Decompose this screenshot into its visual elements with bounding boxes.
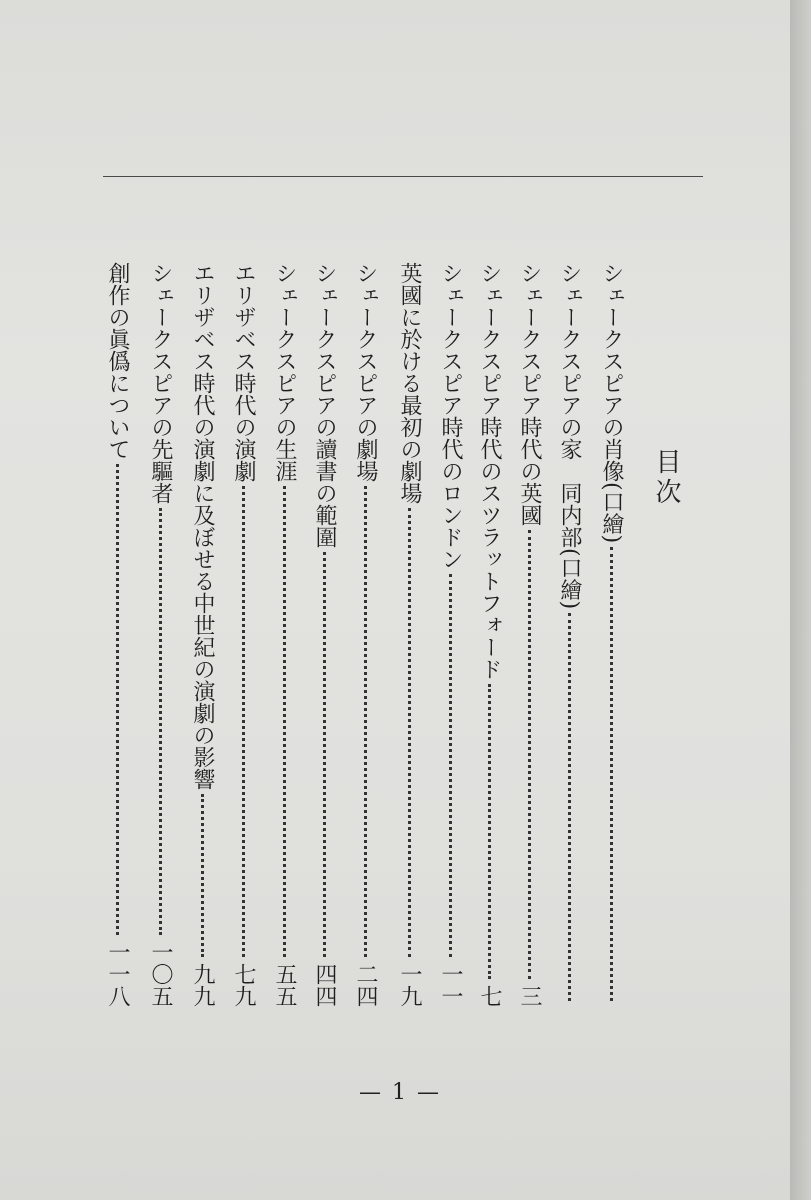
toc-entry bbox=[147, 262, 173, 1007]
toc-entry-title: エリザベス時代の演劇に及ぼせる中世紀の演劇の影響 bbox=[190, 262, 215, 790]
toc-leader-dots bbox=[408, 508, 411, 957]
toc-entry-title: シェークスピアの家 同内部(口繪) bbox=[557, 262, 582, 610]
toc-leader-dots bbox=[488, 684, 491, 979]
toc-entry bbox=[352, 262, 378, 1007]
toc-entry-title: シェークスピアの生涯 bbox=[272, 262, 297, 482]
toc-entry-title: シェークスピア時代の英國 bbox=[517, 262, 542, 526]
toc-entry-title: 創作の眞僞について bbox=[105, 262, 130, 460]
toc-entry-page: 一〇五 bbox=[148, 941, 173, 1007]
toc-leader-dots bbox=[449, 574, 452, 957]
toc-entry bbox=[230, 262, 256, 1007]
toc-leader-dots bbox=[283, 486, 286, 957]
toc-leader-dots bbox=[364, 486, 367, 957]
toc-entry-page: 一九 bbox=[397, 963, 422, 1007]
toc-entry bbox=[104, 262, 130, 1007]
toc-entry-page: 九九 bbox=[190, 963, 215, 1007]
toc-entry-page: 一一 bbox=[438, 963, 463, 1007]
page-edge bbox=[790, 0, 811, 1200]
toc-leader-dots bbox=[528, 530, 531, 979]
toc-entry-page: 二四 bbox=[353, 963, 378, 1007]
toc-leader-dots bbox=[568, 613, 571, 1001]
toc-entry-page: 四四 bbox=[312, 963, 337, 1007]
toc-entry bbox=[556, 262, 582, 1007]
toc-entry-page: 七九 bbox=[231, 963, 256, 1007]
toc-leader-dots bbox=[201, 794, 204, 957]
toc-leader-dots bbox=[242, 486, 245, 957]
toc-entry-page: 七 bbox=[477, 985, 502, 1007]
toc-leader-dots bbox=[159, 508, 162, 935]
toc-entry bbox=[437, 262, 463, 1007]
toc-entry bbox=[271, 262, 297, 1007]
toc-entry bbox=[189, 262, 215, 1007]
toc-entry-title: シェークスピア時代のロンドン bbox=[438, 262, 463, 570]
toc-entry bbox=[598, 262, 624, 1007]
toc-leader-dots bbox=[610, 547, 613, 1001]
toc-entry bbox=[516, 262, 542, 1007]
toc-entry-title: シェークスピアの肖像(口繪) bbox=[599, 262, 624, 544]
toc-entry bbox=[311, 262, 337, 1007]
toc-leader-dots bbox=[116, 464, 119, 935]
page-number: — 1 — bbox=[359, 1080, 441, 1105]
toc-heading: 目次 bbox=[651, 448, 681, 508]
toc-entry bbox=[476, 262, 502, 1007]
toc-entry-title: 英國に於ける最初の劇場 bbox=[397, 262, 422, 504]
toc-leader-dots bbox=[323, 552, 326, 957]
toc-entry-page: 五五 bbox=[272, 963, 297, 1007]
toc-entry-title: シェークスピアの劇場 bbox=[353, 262, 378, 482]
toc-entry-title: シェークスピアの先驅者 bbox=[148, 262, 173, 504]
toc-entry-title: シェークスピアの讀書の範圍 bbox=[312, 262, 337, 548]
toc-entry bbox=[396, 262, 422, 1007]
toc-entry-title: シェークスピア時代のスツラットフォード bbox=[477, 262, 502, 680]
toc-entry-page: 一一八 bbox=[105, 941, 130, 1007]
toc-entry-title: エリザベス時代の演劇 bbox=[231, 262, 256, 482]
top-rule bbox=[103, 176, 703, 177]
toc-entry-page: 三 bbox=[517, 985, 542, 1007]
